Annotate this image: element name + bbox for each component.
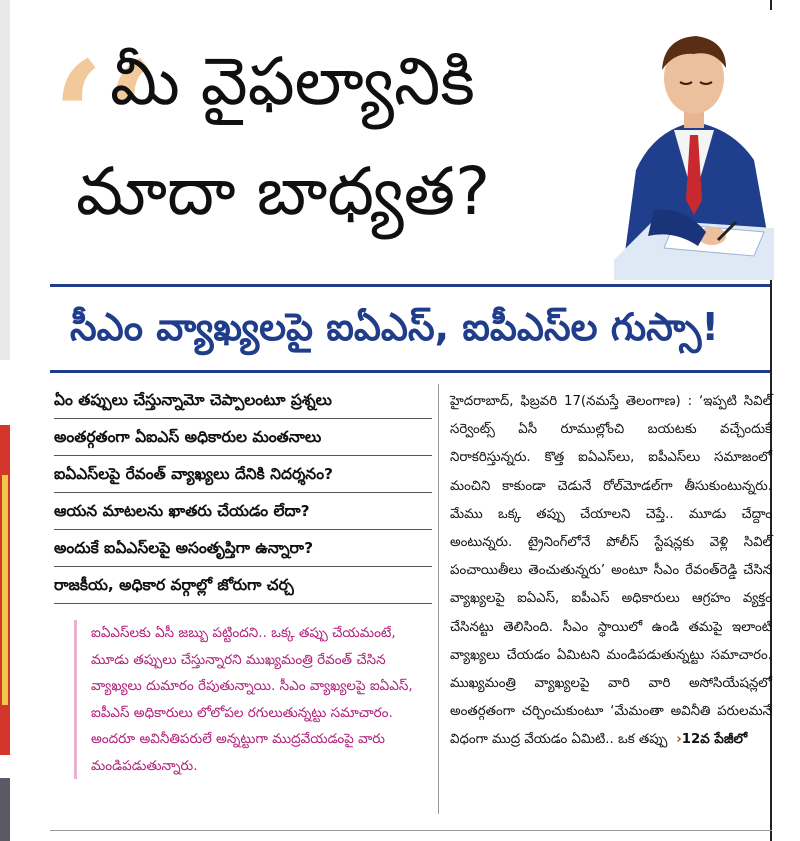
left-page-edge [0,0,14,841]
edge-segment-dark [0,778,10,841]
subhead-bottom-rule [50,370,770,373]
summary-text: ఐఏఎస్‌లకు ఏసీ జబ్బు పట్టిందని.. ఒక్క తప్పు చేయమంటే, మూడు తప్పులు చేస్తున్నారని ముఖ్యమంత్రి రేవంత్ చేసిన వ్యాఖ్యలు దుమారం రేపుతున్నాయి. సీఎం వ్యాఖ్యలపై ఐఏఎస్, ఐపీఎస్ అధికారులు లోలోపల రగులుతున్నట్టు సమాచారం. అందరూ అవినీతిపరులే అన్నట్టుగా ముద్రవేయడంపై వారు మండిపడుతున్నారు. [91,625,413,774]
bullet-list [54,382,432,604]
column-divider [438,384,439,814]
bullet-item: అంతర్గతంగా ఏఐఎస్ అధికారుల మంతనాలు [54,419,432,456]
edge-segment-gray [0,0,10,360]
body-text: హైదరాబాద్, ఫిబ్రవరి 17(నమస్తే తెలంగాణ) : ‘ఇప్పటి సివిల్ సర్వెంట్స్ ఏసీ రూముల్లోంచి బయటకు వచ్చేందుకే నిరాకరిస్తున్నరు. కొత్త ఐఏఎస్‌లు, ఐపీఎస్‌లు సమాజంలో మంచిని కాకుండా చెడునే రోల్‌మోడల్‌గా తీసుకుంటున్నరు. మేము ఒక్క తప్పు చేయాలని చెప్తే.. మూడు చేద్దాం అంటున్నరు. ట్రైనింగ్‌లోనే పోలీస్ స్టేషన్లకు వెళ్లి సివిల్ పంచాయితీలు తెంచుతున్నరు’ అంటూ సీఎం రేవంత్‌రెడ్డి చేసిన వ్యాఖ్యలపై ఐఏఎస్, ఐపీఎస్ అధికారులు ఆగ్రహం వ్యక్తం చేసినట్టు తెలిసింది. సీఎం స్థాయిలో ఉండి తమపై ఇలాంటి వ్యాఖ్యలు చేయడం ఏమిటని మండిపడుతున్నట్టు సమాచారం. ముఖ్యమంత్రి వ్యాఖ్యలపై వారి వారి అసోసియేషన్లలో అంతర్గతంగా చర్చించుకుంటూ ‘మేమంతా అవినీతి పరులమనే విధంగా ముద్ర వేయడం ఏమిటి.. ఒక తప్పు [450,394,772,748]
quote-mark: ‘‘ [52,29,157,205]
subhead-top-rule [50,284,770,287]
article-body [450,388,772,755]
bullet-item: ఐఏఎస్‌లపై రేవంత్ వ్యాఖ్యలు దేనికి నిదర్శనం? [54,456,432,493]
subheadline: సీఎం వ్యాఖ్యలపై ఐఏఎస్, ఐపీఎస్‌ల గుస్సా! [70,305,719,349]
summary-box [74,620,429,779]
bullet-item: అందుకే ఐఏఎస్‌లపై అసంతృప్తిగా ఉన్నారా? [54,530,432,567]
writing-man-illustration [614,10,774,280]
headline-line-2: మాదా బాధ్యత? [76,153,491,230]
continued-link[interactable] [672,732,748,747]
bullet-item: ఏం తప్పులు చేస్తున్నామో చెప్పాలంటూ ప్రశ్నలు [54,382,432,419]
bottom-rule [50,830,772,831]
edge-segment-red [0,425,10,755]
headline-line-1: మీ వైఫల్యానికి [110,43,475,120]
right-page-edge [770,0,800,841]
bullet-item: ఆయన మాటలను ఖాతరు చేయడం లేదా? [54,493,432,530]
bullet-item: రాజకీయ, అధికార వర్గాల్లో జోరుగా చర్చ [54,567,432,604]
continued-arrow-icon: › [676,732,682,748]
continued-text: 12వ పేజీలో [681,732,748,748]
